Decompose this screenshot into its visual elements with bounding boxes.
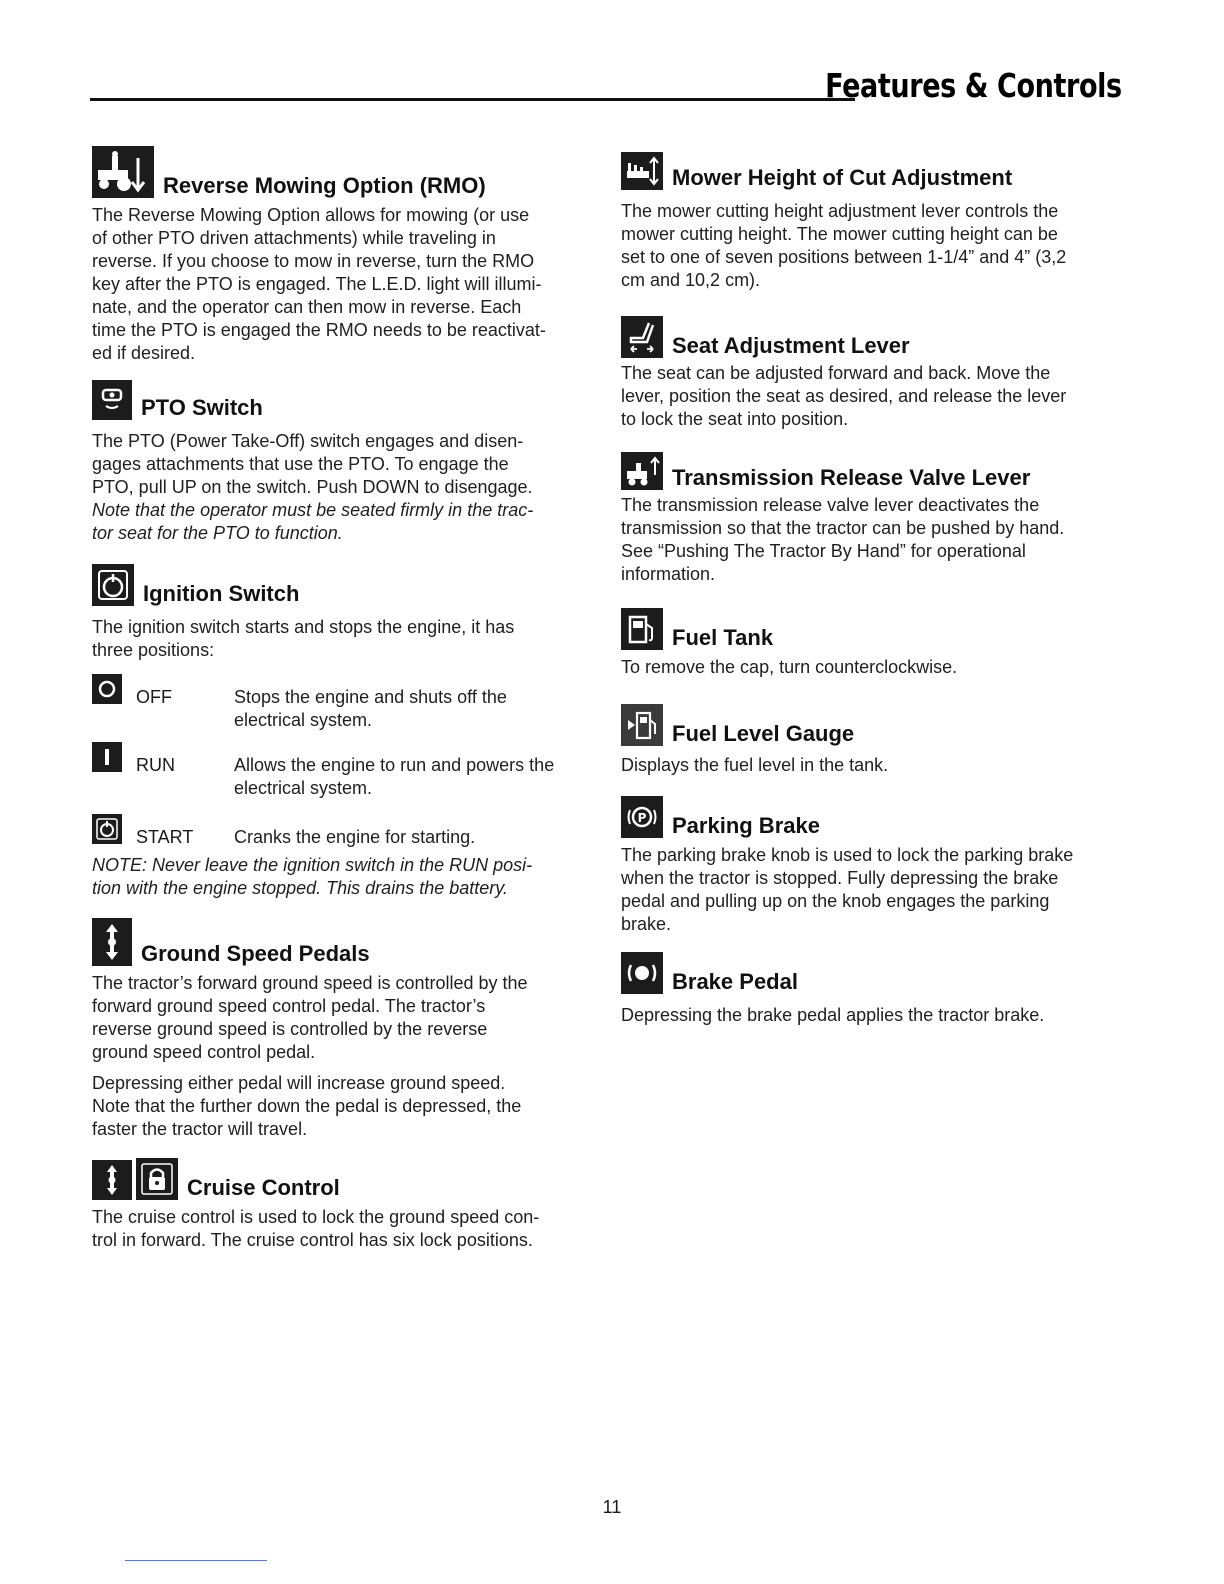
body-line: faster the tractor will travel.	[92, 1119, 308, 1139]
section-transmission-release	[621, 452, 1131, 586]
brake-pedal-icon	[621, 952, 663, 994]
section-title: Fuel Level Gauge	[672, 721, 855, 746]
body-line: set to one of seven positions between 1-1/4” and 4” (3,2	[621, 247, 1067, 267]
section-pto	[92, 380, 592, 545]
section-title: Ground Speed Pedals	[141, 941, 370, 966]
section-title: Transmission Release Valve Lever	[672, 465, 1031, 490]
body-line: nate, and the operator can then mow in reverse. Each	[92, 297, 522, 317]
position-desc: Stops the engine and shuts off the	[234, 687, 507, 707]
section-title: Cruise Control	[187, 1175, 340, 1200]
body-line: See “Pushing The Tractor By Hand” for operational	[621, 541, 1026, 561]
position-name: OFF	[136, 687, 172, 707]
off-icon	[92, 674, 122, 704]
page-title: Features & Controls	[825, 66, 1122, 105]
mower-reverse-icon	[92, 146, 154, 198]
position-desc: electrical system.	[234, 710, 373, 730]
body-line: transmission so that the tractor can be pushed by hand.	[621, 518, 1065, 538]
body-line: gages attachments that use the PTO. To engage the	[92, 454, 509, 474]
section-title: Reverse Mowing Option (RMO)	[163, 173, 486, 198]
section-cruise-control	[92, 1158, 592, 1252]
section-title: Ignition Switch	[143, 581, 300, 606]
body-line: The tractor’s forward ground speed is controlled by the	[92, 973, 528, 993]
fuel-gauge-icon	[621, 704, 663, 746]
section-seat-adjustment	[621, 316, 1131, 431]
note-line: tion with the engine stopped. This drains the battery.	[92, 878, 508, 898]
seat-adjust-icon	[621, 316, 663, 358]
header-rule	[90, 98, 855, 101]
svg-text:P: P	[637, 811, 647, 825]
start-icon	[92, 814, 122, 844]
body-line: To remove the cap, turn counterclockwise.	[621, 657, 958, 677]
position-name: RUN	[136, 755, 175, 775]
cruise-control-icon	[136, 1158, 178, 1200]
section-title: Fuel Tank	[672, 625, 774, 650]
section-title: PTO Switch	[141, 395, 263, 420]
fuel-pump-icon	[621, 608, 663, 650]
body-line: information.	[621, 564, 716, 584]
body-line: Depressing either pedal will increase ground speed.	[92, 1073, 506, 1093]
section-title: Brake Pedal	[672, 969, 798, 994]
body-line: The seat can be adjusted forward and back. Move the	[621, 363, 1051, 383]
ignition-icon	[92, 564, 134, 606]
body-line: ed if desired.	[92, 343, 196, 363]
body-line: The ignition switch starts and stops the engine, it has	[92, 617, 515, 637]
note-line: NOTE: Never leave the ignition switch in the RUN posi-	[92, 855, 533, 875]
note-line: Note that the operator must be seated firmly in the trac-	[92, 500, 534, 520]
body-line: three positions:	[92, 640, 215, 660]
section-title: Parking Brake	[672, 813, 820, 838]
body-line: Note that the further down the pedal is depressed, the	[92, 1096, 522, 1116]
section-height-of-cut	[621, 152, 1131, 292]
height-adjust-icon	[621, 152, 663, 190]
body-line: The mower cutting height adjustment lever controls the	[621, 201, 1059, 221]
body-line: Displays the fuel level in the tank.	[621, 755, 889, 775]
pto-icon	[92, 380, 132, 420]
body-line: Depressing the brake pedal applies the tractor brake.	[621, 1005, 1045, 1025]
body-line: pedal and pulling up on the knob engages the parking	[621, 891, 1050, 911]
body-line: ground speed control pedal.	[92, 1042, 316, 1062]
parking-brake-icon	[621, 796, 663, 838]
bottom-rule	[125, 1560, 267, 1561]
body-line: key after the PTO is engaged. The L.E.D. light will illumi-	[92, 274, 542, 294]
body-line: The Reverse Mowing Option allows for mowing (or use	[92, 205, 530, 225]
section-ground-speed	[92, 918, 592, 1141]
section-title: Seat Adjustment Lever	[672, 333, 910, 358]
body-line: trol in forward. The cruise control has six lock positions.	[92, 1230, 533, 1250]
body-line: forward ground speed control pedal. The tractor’s	[92, 996, 486, 1016]
body-line: of other PTO driven attachments) while traveling in	[92, 228, 496, 248]
section-brake-pedal	[621, 952, 1131, 1027]
section-fuel-tank	[621, 608, 1131, 679]
position-desc: Cranks the engine for starting.	[234, 827, 476, 847]
section-rmo	[92, 146, 592, 365]
body-line: mower cutting height. The mower cutting height can be	[621, 224, 1058, 244]
section-title: Mower Height of Cut Adjustment	[672, 165, 1013, 190]
page-number: 11	[602, 1497, 622, 1517]
section-ignition	[92, 564, 592, 662]
body-line: lever, position the seat as desired, and release the lever	[621, 386, 1067, 406]
ignition-note	[92, 854, 592, 900]
ground-speed-icon	[92, 918, 132, 966]
position-desc: Allows the engine to run and powers the	[234, 755, 555, 775]
note-line: tor seat for the PTO to function.	[92, 523, 343, 543]
ground-speed-icon	[92, 1160, 132, 1200]
body-line: The transmission release valve lever deactivates the	[621, 495, 1040, 515]
transmission-icon	[621, 452, 663, 490]
body-line: PTO, pull UP on the switch. Push DOWN to disengage.	[92, 477, 533, 497]
body-line: The parking brake knob is used to lock the parking brake	[621, 845, 1074, 865]
body-line: The cruise control is used to lock the ground speed con-	[92, 1207, 540, 1227]
run-icon	[92, 742, 122, 772]
body-line: The PTO (Power Take-Off) switch engages and disen-	[92, 431, 524, 451]
body-line: cm and 10,2 cm).	[621, 270, 761, 290]
section-parking-brake	[621, 796, 1131, 936]
body-line: brake.	[621, 914, 672, 934]
body-line: time the PTO is engaged the RMO needs to be reactivat-	[92, 320, 546, 340]
section-fuel-level-gauge	[621, 704, 1131, 777]
position-desc: electrical system.	[234, 778, 373, 798]
body-line: reverse ground speed is controlled by the reverse	[92, 1019, 488, 1039]
body-line: reverse. If you choose to mow in reverse, turn the RMO	[92, 251, 535, 271]
position-name: START	[136, 827, 194, 847]
body-line: when the tractor is stopped. Fully depressing the brake	[621, 868, 1059, 888]
body-line: to lock the seat into position.	[621, 409, 849, 429]
